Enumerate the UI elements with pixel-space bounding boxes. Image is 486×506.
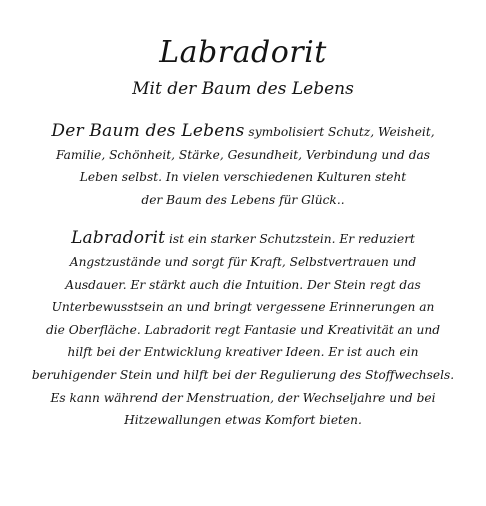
page-title: Labradorit <box>159 35 327 70</box>
paragraph-line: Angstzustände und sorgt für Kraft, Selbstvertrauen und <box>69 254 417 269</box>
tree-of-life-lead: Der Baum des Lebens <box>51 121 245 141</box>
tree-of-life-paragraph <box>14 120 472 211</box>
labradorite-lead: Labradorit <box>71 228 166 249</box>
paragraph-line: Unterbewusstsein an und bringt vergessene Erinnerungen an <box>51 300 435 315</box>
paragraph-line: Ausdauer. Er stärkt auch die Intuition. Der Stein regt das <box>65 277 421 292</box>
paragraph-text: ist ein starker Schutzstein. Er reduziert <box>165 232 415 247</box>
paragraph-line: hilft bei der Entwicklung kreativer Ideen. Er ist auch ein <box>67 345 419 360</box>
page-subtitle: Mit der Baum des Lebens <box>132 79 354 99</box>
paragraph-line: der Baum des Lebens für Glück.. <box>141 192 345 207</box>
labradorite-paragraph <box>14 227 472 431</box>
paragraph-line: beruhigender Stein und hilft bei der Regulierung des Stoffwechsels. <box>31 367 455 382</box>
paragraph-line: Hitzewallungen etwas Komfort bieten. <box>124 413 362 428</box>
paragraph-line <box>14 120 472 144</box>
paragraph-line <box>14 227 472 251</box>
paragraph-line: die Oberfläche. Labradorit regt Fantasie und Kreativität an und <box>45 322 441 337</box>
paragraph-line: Leben selbst. In vielen verschiedenen Kulturen steht <box>79 170 407 185</box>
paragraph-line: Familie, Schönheit, Stärke, Gesundheit, Verbindung und das <box>55 147 431 162</box>
paragraph-line: Es kann während der Menstruation, der Wechseljahre und bei <box>50 390 436 405</box>
paragraph-text: symbolisiert Schutz, Weisheit, <box>244 125 435 139</box>
